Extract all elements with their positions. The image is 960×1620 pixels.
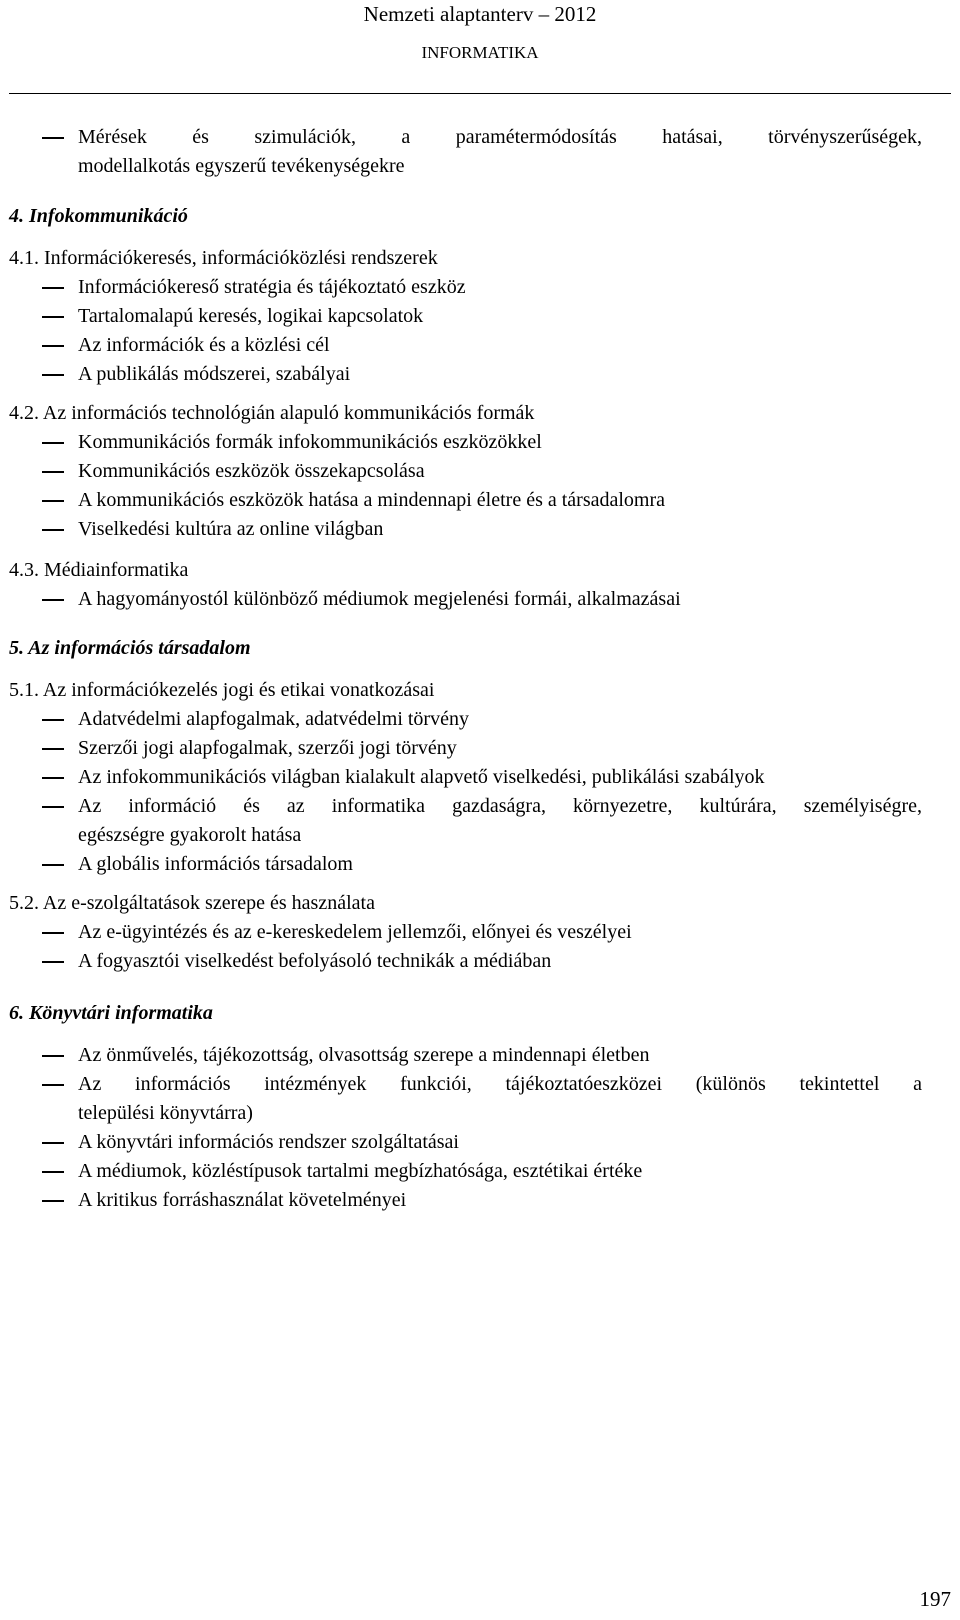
- list-item-text: A hagyományostól különböző médiumok megjelenési formái, alkalmazásai: [78, 588, 681, 610]
- dash-bullet: [42, 345, 64, 347]
- section-heading: 4. Infokommunikáció: [9, 205, 188, 227]
- list-item-text: Az információ és az informatika gazdaságra, környezetre, kultúrára, személyiségre,: [78, 795, 922, 817]
- list-item-text: A publikálás módszerei, szabályai: [78, 363, 351, 385]
- list-item-text: Az önművelés, tájékozottság, olvasottság szerepe a mindennapi életben: [78, 1044, 650, 1066]
- list-item-text: Viselkedési kultúra az online világban: [78, 518, 384, 540]
- header-divider: [9, 93, 951, 94]
- list-item-text: Kommunikációs formák infokommunikációs eszközökkel: [78, 431, 542, 453]
- list-item-text: Az információk és a közlési cél: [78, 334, 330, 356]
- list-item-text: Kommunikációs eszközök összekapcsolása: [78, 460, 425, 482]
- dash-bullet: [42, 748, 64, 750]
- list-item-text: egészségre gyakorolt hatása: [78, 824, 302, 846]
- dash-bullet: [42, 529, 64, 531]
- list-item-text: Mérések és szimulációk, a paramétermódosítás hatásai, törvényszerűségek,: [78, 126, 922, 148]
- dash-bullet: [42, 1084, 64, 1086]
- section-heading: 5. Az információs társadalom: [9, 637, 251, 659]
- list-item-text: A kritikus forráshasználat követelményei: [78, 1189, 407, 1211]
- list-item-text: Az infokommunikációs világban kialakult alapvető viselkedési, publikálási szabályok: [78, 766, 765, 788]
- list-item-text: A kommunikációs eszközök hatása a mindennapi életre és a társadalomra: [78, 489, 666, 511]
- list-item-text: Tartalomalapú keresés, logikai kapcsolatok: [78, 305, 424, 327]
- subsection-heading: 4.2. Az információs technológián alapuló kommunikációs formák: [9, 402, 535, 424]
- dash-bullet: [42, 500, 64, 502]
- list-item-text: A médiumok, közléstípusok tartalmi megbízhatósága, esztétikai értéke: [78, 1160, 643, 1182]
- dash-bullet: [42, 806, 64, 808]
- dash-bullet: [42, 599, 64, 601]
- dash-bullet: [42, 137, 64, 139]
- subsection-heading: 5.1. Az információkezelés jogi és etikai vonatkozásai: [9, 679, 435, 701]
- page-number: 197: [919, 1587, 951, 1611]
- dash-bullet: [42, 287, 64, 289]
- list-item-text: A fogyasztói viselkedést befolyásoló technikák a médiában: [78, 950, 552, 972]
- dash-bullet: [42, 471, 64, 473]
- list-item-text: Adatvédelmi alapfogalmak, adatvédelmi törvény: [78, 708, 469, 730]
- list-item-text: Az e-ügyintézés és az e-kereskedelem jellemzői, előnyei és veszélyei: [78, 921, 632, 943]
- subsection-heading: 4.3. Médiainformatika: [9, 559, 189, 581]
- dash-bullet: [42, 1200, 64, 1202]
- dash-bullet: [42, 1142, 64, 1144]
- dash-bullet: [42, 719, 64, 721]
- list-item-text: települési könyvtárra): [78, 1102, 253, 1124]
- dash-bullet: [42, 1171, 64, 1173]
- list-item-text: modellalkotás egyszerű tevékenységekre: [78, 155, 405, 177]
- section-heading: 6. Könyvtári informatika: [9, 1002, 213, 1024]
- list-item-text: Információkereső stratégia és tájékoztató eszköz: [78, 276, 466, 298]
- document-subject: INFORMATIKA: [421, 43, 539, 62]
- list-item-text: Az információs intézmények funkciói, tájékoztatóeszközei (különös tekintettel a: [78, 1073, 922, 1095]
- dash-bullet: [42, 961, 64, 963]
- dash-bullet: [42, 1055, 64, 1057]
- document-title: Nemzeti alaptanterv – 2012: [363, 2, 597, 26]
- dash-bullet: [42, 374, 64, 376]
- dash-bullet: [42, 777, 64, 779]
- list-item-text: Szerzői jogi alapfogalmak, szerzői jogi törvény: [78, 737, 457, 759]
- subsection-heading: 4.1. Információkeresés, információközlési rendszerek: [9, 247, 438, 269]
- dash-bullet: [42, 442, 64, 444]
- subsection-heading: 5.2. Az e-szolgáltatások szerepe és használata: [9, 892, 375, 914]
- dash-bullet: [42, 932, 64, 934]
- list-item-text: A globális információs társadalom: [78, 853, 353, 875]
- dash-bullet: [42, 864, 64, 866]
- list-item-text: A könyvtári információs rendszer szolgáltatásai: [78, 1131, 459, 1153]
- dash-bullet: [42, 316, 64, 318]
